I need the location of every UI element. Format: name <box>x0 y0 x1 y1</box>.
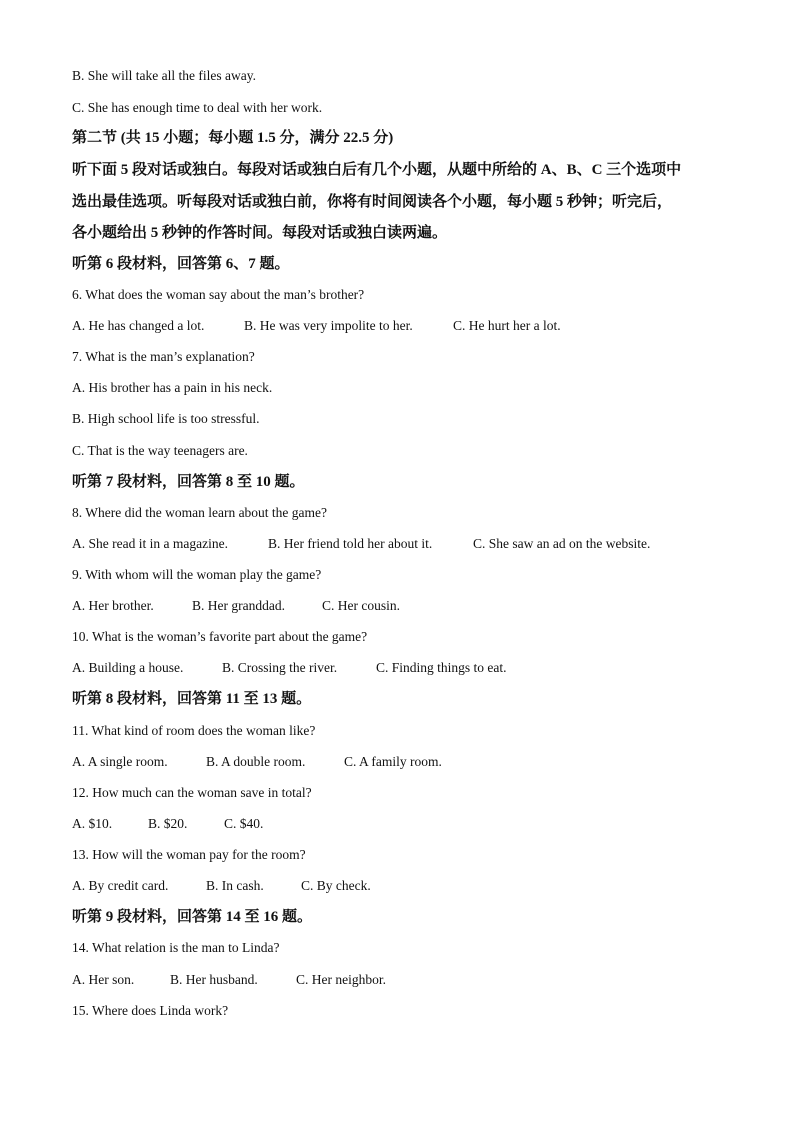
question-12: 12. How much can the woman save in total? <box>72 785 312 800</box>
option-q11-c: C. A family room. <box>344 754 442 769</box>
option-q14-b: B. Her husband. <box>170 972 258 987</box>
material-7-heading: 听第 7 段材料，回答第 8 至 10 题。 <box>72 474 305 490</box>
question-15: 15. Where does Linda work? <box>72 1003 229 1018</box>
question-10: 10. What is the woman’s favorite part about the game? <box>72 629 368 644</box>
question-8: 8. Where did the woman learn about the game? <box>72 505 328 520</box>
question-11: 11. What kind of room does the woman like? <box>72 723 316 738</box>
option-q8-c: C. She saw an ad on the website. <box>473 536 651 551</box>
option-q9-b: B. Her granddad. <box>192 598 285 613</box>
option-q5-c: C. She has enough time to deal with her work. <box>72 100 323 115</box>
question-6: 6. What does the woman say about the man’s brother? <box>72 287 365 302</box>
option-q7-c: C. That is the way teenagers are. <box>72 443 248 458</box>
option-q6-b: B. He was very impolite to her. <box>244 318 413 333</box>
option-q11-a: A. A single room. <box>72 754 168 769</box>
option-q8-b: B. Her friend told her about it. <box>268 536 433 551</box>
material-8-heading: 听第 8 段材料，回答第 11 至 13 题。 <box>72 691 312 707</box>
material-6-heading: 听第 6 段材料，回答第 6、7 题。 <box>72 256 290 272</box>
option-q12-b: B. $20. <box>148 816 188 831</box>
option-q11-b: B. A double room. <box>206 754 306 769</box>
option-q7-a: A. His brother has a pain in his neck. <box>72 380 273 395</box>
option-q13-b: B. In cash. <box>206 878 264 893</box>
option-q7-b: B. High school life is too stressful. <box>72 411 260 426</box>
instructions-line-2: 选出最佳选项。听每段对话或独白前，你将有时间阅读各个小题，每小题 5 秒钟；听完后， <box>72 194 673 210</box>
instructions-line-3: 各小题给出 5 秒钟的作答时间。每段对话或独白读两遍。 <box>72 225 448 241</box>
option-q10-a: A. Building a house. <box>72 660 184 675</box>
option-q6-a: A. He has changed a lot. <box>72 318 205 333</box>
question-9: 9. With whom will the woman play the game? <box>72 567 322 582</box>
option-q14-c: C. Her neighbor. <box>296 972 386 987</box>
material-9-heading: 听第 9 段材料，回答第 14 至 16 题。 <box>72 909 313 925</box>
option-q9-c: C. Her cousin. <box>322 598 400 613</box>
section-heading: 第二节 (共 15 小题；每小题 1.5 分，满分 22.5 分) <box>72 130 394 146</box>
option-q8-a: A. She read it in a magazine. <box>72 536 228 551</box>
option-q13-c: C. By check. <box>301 878 371 893</box>
option-q14-a: A. Her son. <box>72 972 135 987</box>
option-q9-a: A. Her brother. <box>72 598 154 613</box>
instructions-line-1: 听下面 5 段对话或独白。每段对话或独白后有几个小题，从题中所给的 A、B、C 三个选项中 <box>72 162 682 178</box>
question-14: 14. What relation is the man to Linda? <box>72 940 280 955</box>
question-7: 7. What is the man’s explanation? <box>72 349 255 364</box>
option-q13-a: A. By credit card. <box>72 878 169 893</box>
option-q10-c: C. Finding things to eat. <box>376 660 507 675</box>
question-13: 13. How will the woman pay for the room? <box>72 847 306 862</box>
option-q10-b: B. Crossing the river. <box>222 660 338 675</box>
option-q12-c: C. $40. <box>224 816 264 831</box>
option-q6-c: C. He hurt her a lot. <box>453 318 561 333</box>
option-q12-a: A. $10. <box>72 816 113 831</box>
option-q5-b: B. She will take all the files away. <box>72 68 256 83</box>
